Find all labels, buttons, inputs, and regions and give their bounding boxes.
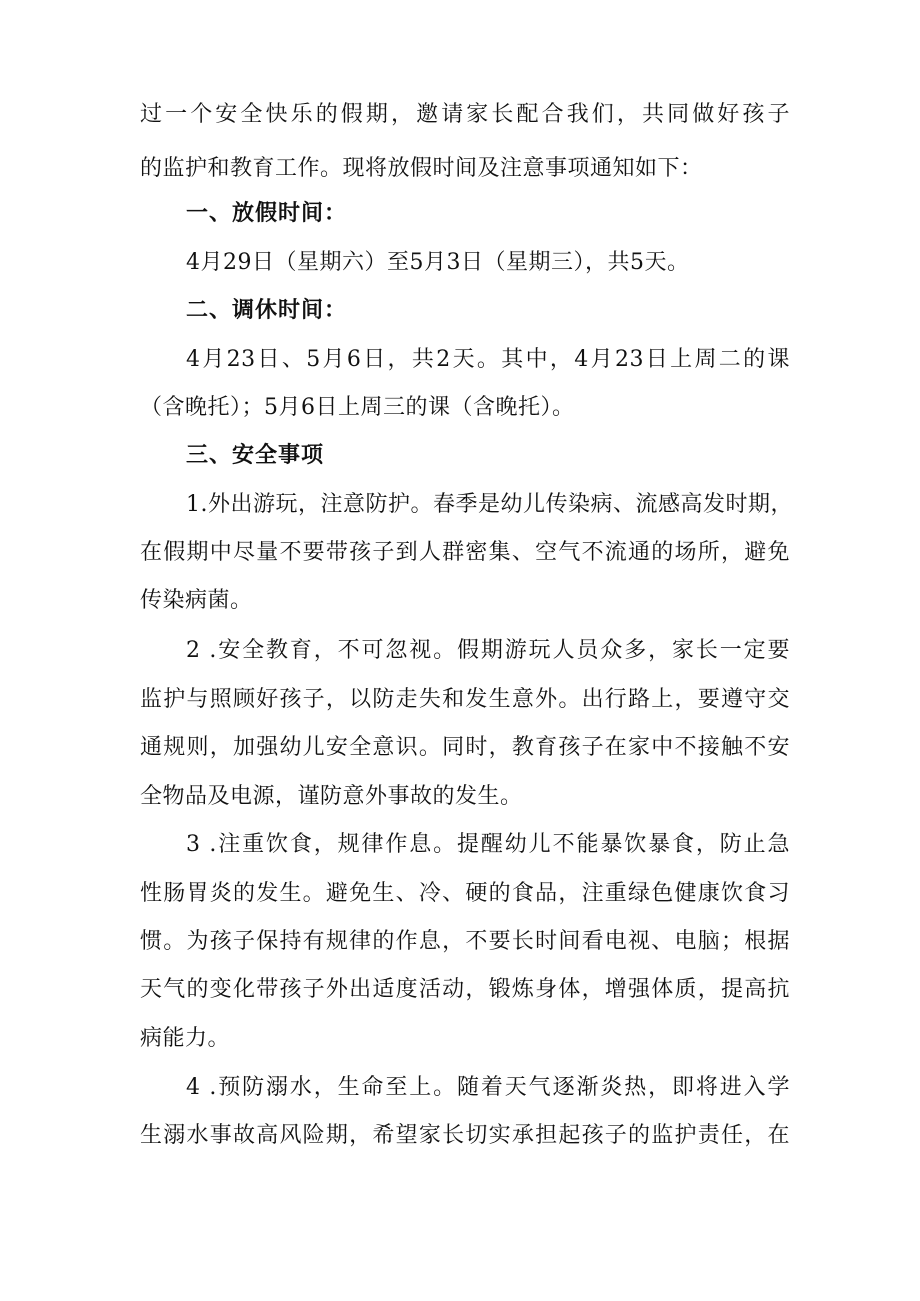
item2-line-1: 2 .安全教育，不可忽视。假期游玩人员众多，家长一定要 xyxy=(186,638,790,663)
item3-line-4: 天气的变化带孩子外出适度活动，锻炼身体，增强体质，提高抗 xyxy=(140,977,790,1002)
item1-line-1: 1.外出游玩，注意防护。春季是幼儿传染病、流感高发时期， xyxy=(186,492,793,517)
item2-line-2: 监护与照顾好孩子，以防走失和发生意外。出行路上，要遵守交 xyxy=(140,687,790,712)
adjust-line-2: （含晚托）；5月6日上周三的课（含晚托）。 xyxy=(140,395,575,420)
intro-line-2: 的监护和教育工作。现将放假时间及注意事项通知如下： xyxy=(140,156,703,181)
item4-line-1: 4 .预防溺水，生命至上。随着天气逐渐炎热，即将进入学 xyxy=(186,1075,790,1100)
item3-line-3: 惯。为孩子保持有规律的作息，不要长时间看电视、电脑；根据 xyxy=(140,929,790,954)
item3-line-1: 3 .注重饮食，规律作息。提醒幼儿不能暴饮暴食，防止急 xyxy=(186,832,790,857)
item2-line-4: 全物品及电源，谨防意外事故的发生。 xyxy=(140,784,523,809)
section-heading-adjust: 二、调休时间： xyxy=(186,298,348,323)
intro-line-1: 过一个安全快乐的假期，邀请家长配合我们，共同做好孩子 xyxy=(140,102,790,127)
item4-line-2: 生溺水事故高风险期，希望家长切实承担起孩子的监护责任，在 xyxy=(140,1123,790,1148)
adjust-line-1: 4月23日、5月6日，共2天。其中，4月23日上周二的课 xyxy=(186,347,790,372)
item3-line-2: 性肠胃炎的发生。避免生、冷、硬的食品，注重绿色健康饮食习 xyxy=(140,881,790,906)
item1-line-2: 在假期中尽量不要带孩子到人群密集、空气不流通的场所，避免 xyxy=(140,540,790,565)
holiday-line-1: 4月29日（星期六）至5月3日（星期三），共5天。 xyxy=(186,250,690,275)
item3-line-5: 病能力。 xyxy=(140,1026,231,1051)
section-heading-holiday: 一、放假时间： xyxy=(186,201,348,226)
item1-line-3: 传染病菌。 xyxy=(140,588,253,613)
item2-line-3: 通规则，加强幼儿安全意识。同时，教育孩子在家中不接触不安 xyxy=(140,735,790,760)
section-heading-safety: 三、安全事项 xyxy=(186,443,325,468)
